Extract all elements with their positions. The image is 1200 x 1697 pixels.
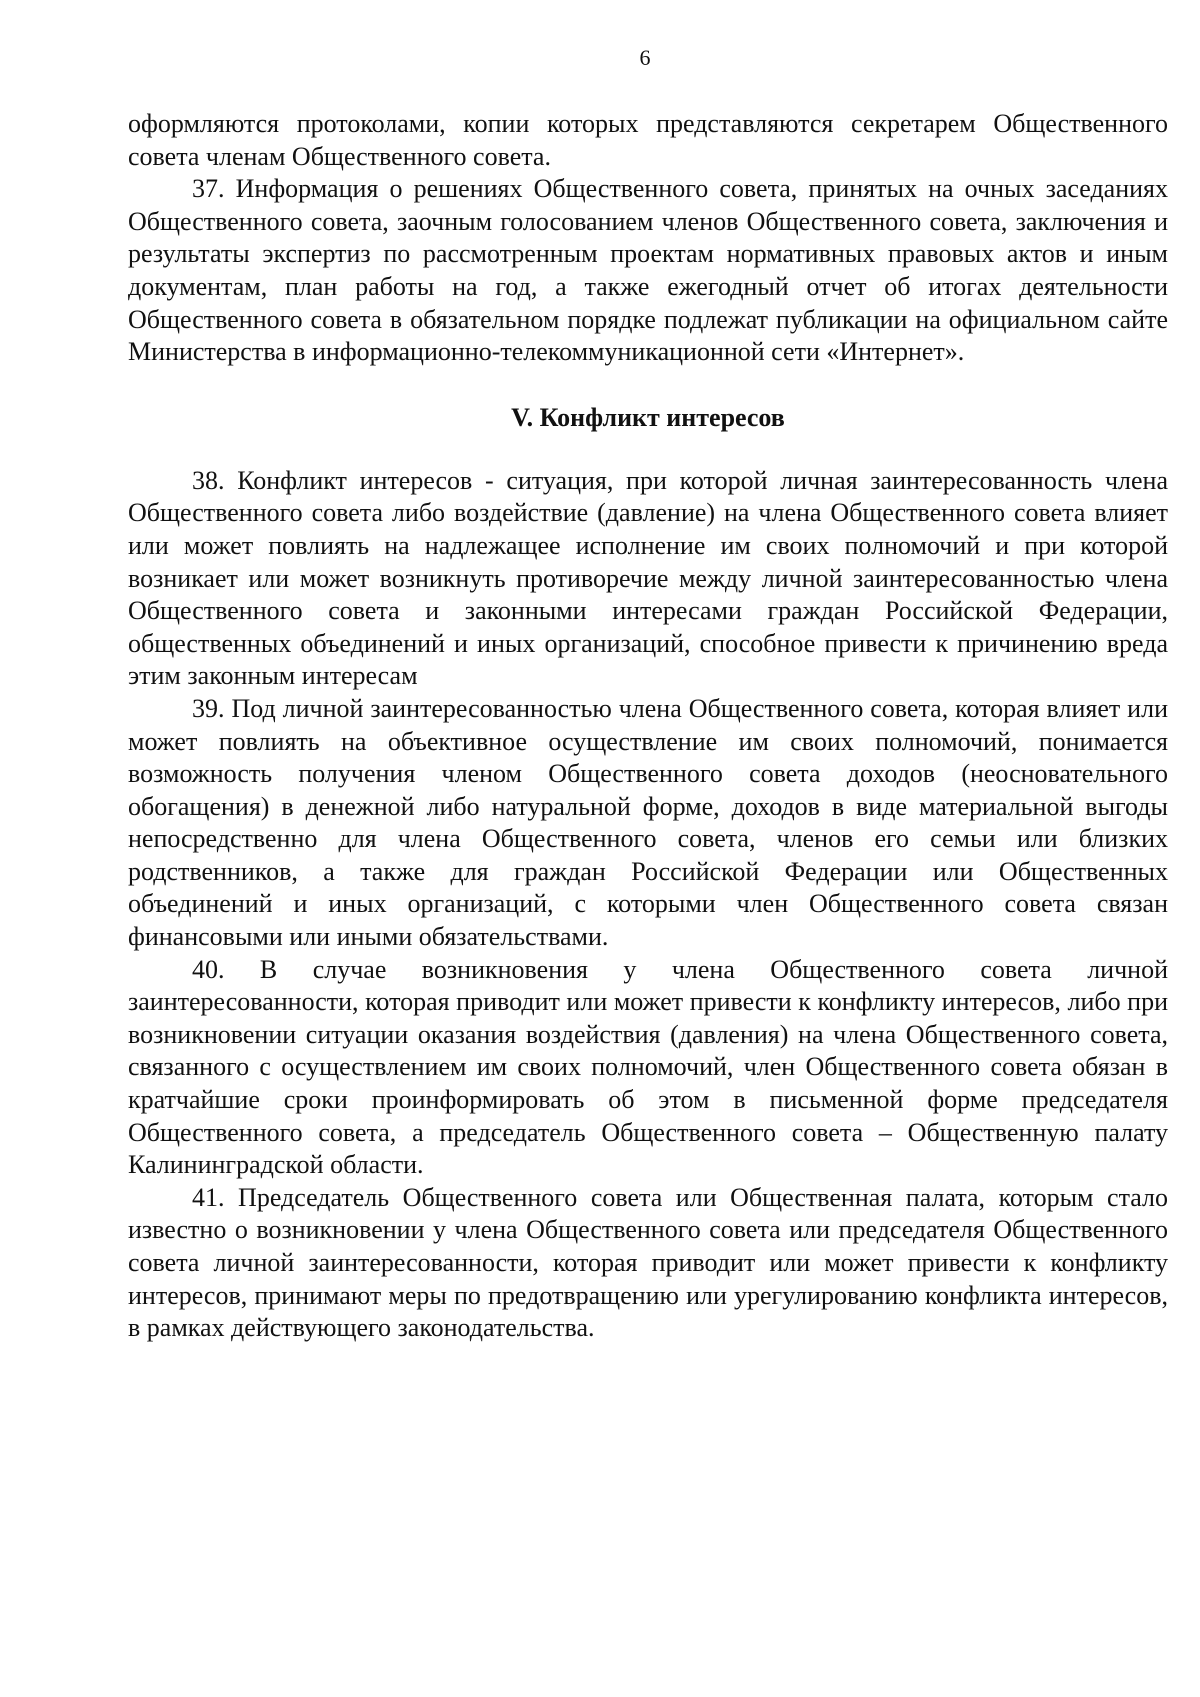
paragraph-38: 38. Конфликт интересов - ситуация, при которой личная заинтересованность члена Общественного совета либо воздействие (давление) на члена Общественного совета влияет или может повлиять на надлежащее исполнение им своих полномочий и при которой возникает или может возникнуть противоречие между личной заинтересованностью члена Общественного совета и законными интересами граждан Российской Федерации, общественных объединений и иных организаций, способное привести к причинению вреда этим законным интересам	[128, 465, 1168, 691]
section-heading: V. Конфликт интересов	[511, 402, 785, 432]
paragraph-39: 39. Под личной заинтересованностью члена Общественного совета, которая влияет или может повлиять на объективное осуществление им своих полномочий, понимается возможность получения членом Общественного совета доходов (неосновательного обогащения) в денежной либо натуральной форме, доходов в виде материальной выгоды непосредственно для члена Общественного совета, членов его семьи или близких родственников, а также для граждан Российской Федерации или Общественных объединений и иных организаций, с которыми член Общественного совета связан финансовыми или иными обязательствами.	[128, 693, 1168, 952]
paragraph-36-continuation: оформляются протоколами, копии которых представляются секретарем Общественного совета членам Общественного совета.	[128, 109, 1168, 171]
page-number: 6	[639, 45, 651, 70]
paragraph-37: 37. Информация о решениях Общественного совета, принятых на очных заседаниях Общественного совета, заочным голосованием членов Общественного совета, заключения и результаты экспертиз по рассмотренным проектам нормативных правовых актов и иным документам, план работы на год, а также ежегодный отчет об итогах деятельности Общественного совета в обязательном порядке подлежат публикации на официальном сайте Министерства в информационно-телекоммуникационной сети «Интернет».	[128, 174, 1168, 367]
document-body	[128, 108, 1168, 1345]
paragraph-40: 40. В случае возникновения у члена Общественного совета личной заинтересованности, которая приводит или может привести к конфликту интересов, либо при возникновении ситуации оказания воздействия (давления) на члена Общественного совета, связанного с осуществлением им своих полномочий, член Общественного совета обязан в кратчайшие сроки проинформировать об этом в письменной форме председателя Общественного совета, а председатель Общественного совета – Общественную палату Калининградской области.	[128, 954, 1168, 1180]
paragraph-41: 41. Председатель Общественного совета или Общественная палата, которым стало известно о возникновении у члена Общественного совета или председателя Общественного совета личной заинтересованности, которая приводит или может привести к конфликту интересов, принимают меры по предотвращению или урегулированию конфликта интересов, в рамках действующего законодательства.	[128, 1182, 1168, 1343]
